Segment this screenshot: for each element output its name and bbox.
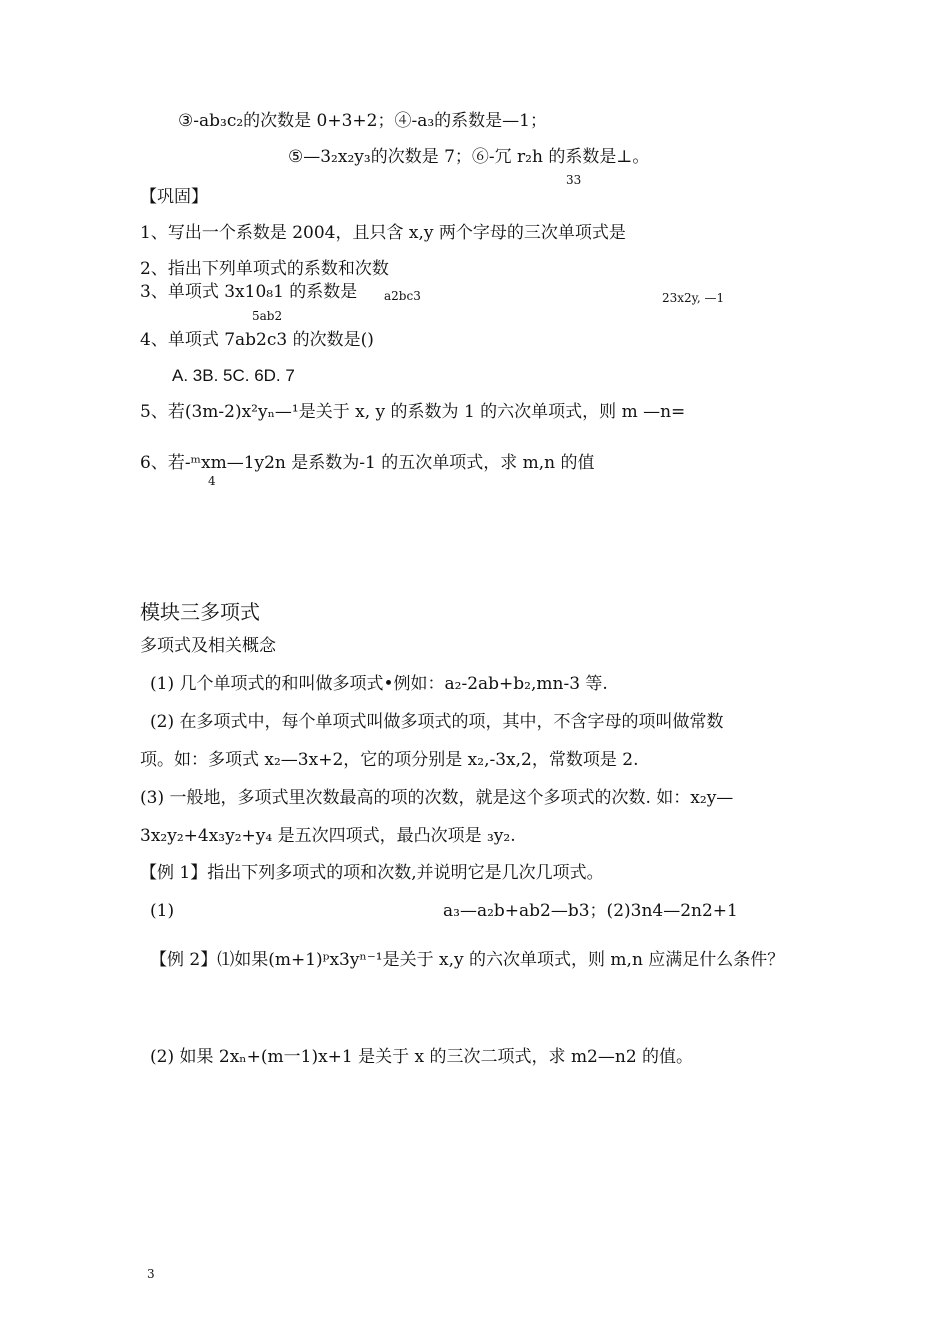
top-line-2: ⑤—3₂x₂y₃的次数是 7；⑥-冗 r₂h 的系数是⊥。	[288, 147, 650, 167]
question-2: 2、指出下列单项式的系数和次数	[140, 259, 389, 279]
concept-3a: (3) 一般地，多项式里次数最高的项的次数，就是这个多项式的次数. 如：x₂y—	[140, 788, 734, 808]
example-1-expression: a₃—a₂b+ab2—b3；(2)3n4—2n2+1	[443, 901, 738, 921]
concept-2b: 项。如：多项式 x₂—3x+2，它的项分别是 x₂,-3x,2，常数项是 2.	[140, 750, 639, 770]
module-subtitle: 多项式及相关概念	[140, 636, 276, 656]
question-1: 1、写出一个系数是 2004，且只含 x,y 两个字母的三次单项式是	[140, 223, 626, 243]
example-1-label: (1)	[150, 901, 175, 921]
concept-3b: 3x₂y₂+4x₃y₂+y₄ 是五次四项式，最凸次项是 ₃y₂.	[140, 826, 516, 846]
example-1: 【例 1】指出下列多项式的项和次数,并说明它是几次几项式。	[140, 863, 604, 883]
question-3-expr-3: 23x2y, —1	[662, 291, 725, 305]
question-3-expr-2: 5ab2	[252, 309, 283, 323]
question-6: 6、若-ᵐxm—1y2n 是系数为-1 的五次单项式，求 m,n 的值	[140, 453, 595, 473]
question-5: 5、若(3m-2)x²yₙ—¹是关于 x, y 的系数为 1 的六次单项式，则 m —n=	[140, 402, 686, 422]
example-2: 【例 2】⑴如果(m+1)ᵖx3yⁿ⁻¹是关于 x,y 的六次单项式，则 m,n 应满足什么条件？	[150, 950, 785, 970]
page-number: 3	[147, 1267, 155, 1281]
module-title: 模块三多项式	[140, 600, 260, 624]
example-2-part-2: (2) 如果 2xₙ+(m一1)x+1 是关于 x 的三次二项式，求 m2—n2 的值。	[150, 1047, 694, 1067]
question-6-fraction: 4	[208, 474, 216, 488]
concept-2a: (2) 在多项式中，每个单项式叫做多项式的项，其中，不含字母的项叫做常数	[150, 712, 724, 732]
question-3: 3、单项式 3x10₈1 的系数是	[140, 282, 358, 302]
consolidate-heading: 【巩固】	[140, 187, 208, 207]
top-line-1: ③-ab₃c₂的次数是 0+3+2；④-a₃的系数是—1；	[178, 111, 548, 131]
top-line-2-fraction: 33	[566, 173, 582, 187]
question-3-expr-1: a2bc3	[384, 289, 421, 303]
question-4: 4、单项式 7ab2c3 的次数是()	[140, 330, 374, 350]
question-4-options: A. 3B. 5C. 6D. 7	[172, 366, 295, 385]
concept-1: (1) 几个单项式的和叫做多项式•例如：a₂-2ab+b₂,mn-3 等.	[150, 674, 608, 694]
